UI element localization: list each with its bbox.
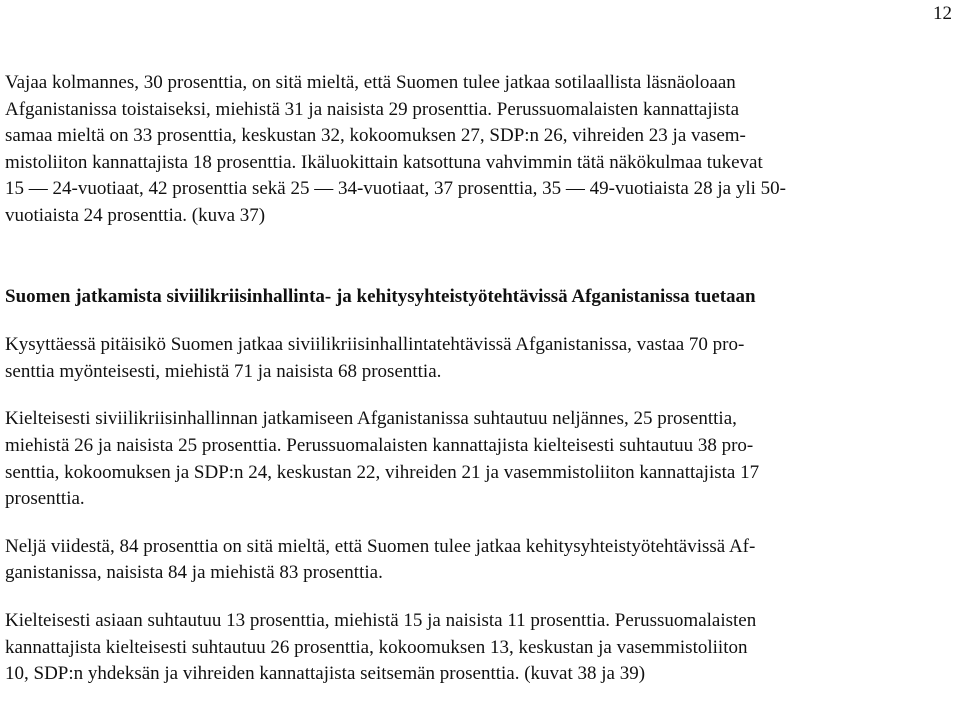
paragraph-civil-crisis-support: Kysyttäessä pitäisikö Suomen jatkaa siviilikriisinhallintatehtävissä Afganistanissa, vastaa 70 pro- senttia myönteisesti, miehistä 71 ja naisista 68 prosenttia. [5, 334, 745, 382]
paragraph-development-support: Neljä viidestä, 84 prosenttia on sitä mieltä, että Suomen tulee jatkaa kehitysyhteistyötehtävissä Af- ganistanissa, naisista 84 ja miehistä 83 prosenttia. [5, 535, 756, 584]
intro-paragraph: Vajaa kolmannes, 30 prosenttia, on sitä mieltä, että Suomen tulee jatkaa sotilaallista läsnäoloaan Afganistanissa toistaiseksi, miehistä 31 ja naisista 29 prosenttia. Perussuomalaisten kannattajista samaa mieltä on 33 prosenttia, keskustan 32, kokoomuksen 27, SDP:n 26, vihreiden 23 ja vasem- mistoliiton kannattajista 18 prosenttia. Ikäluokittain katsottuna vahvimmin tätä näkökulmaa tukevat 15 — 24-vuotiaat, 42 prosenttia sekä 25 — 34-vuotiaat, 37 prosenttia, 35 — 49-vuotiaista 28 ja yli 50- vuotiaista 24 prosenttia. (kuva 37) [5, 72, 786, 226]
document-body [5, 70, 951, 688]
section-heading: Suomen jatkamista siviilikriisinhallinta- ja kehitysyhteistyötehtävissä Afganistanissa tuetaan [5, 285, 756, 307]
paragraph-civil-crisis-opposition: Kielteisesti siviilikriisinhallinnan jatkamiseen Afganistanissa suhtautuu neljännes, 25 prosenttia, miehistä 26 ja naisista 25 prosenttia. Perussuomalaisten kannattajista kielteisesti suhtautuu 38 pro- senttia, kokoomuksen ja SDP:n 24, keskustan 22, vihreiden 21 ja vasemmistoliiton kannattajista 17 prosenttia. [5, 408, 760, 510]
paragraph-development-opposition: Kielteisesti asiaan suhtautuu 13 prosenttia, miehistä 15 ja naisista 11 prosenttia. Perussuomalaisten kannattajista kielteisesti suhtautuu 26 prosenttia, kokoomuksen 13, keskustan ja vasemmistoliiton 10, SDP:n yhdeksän ja vihreiden kannattajista seitsemän prosenttia. (kuvat 38 ja 39) [5, 609, 757, 685]
page-number: 12 [933, 3, 952, 24]
